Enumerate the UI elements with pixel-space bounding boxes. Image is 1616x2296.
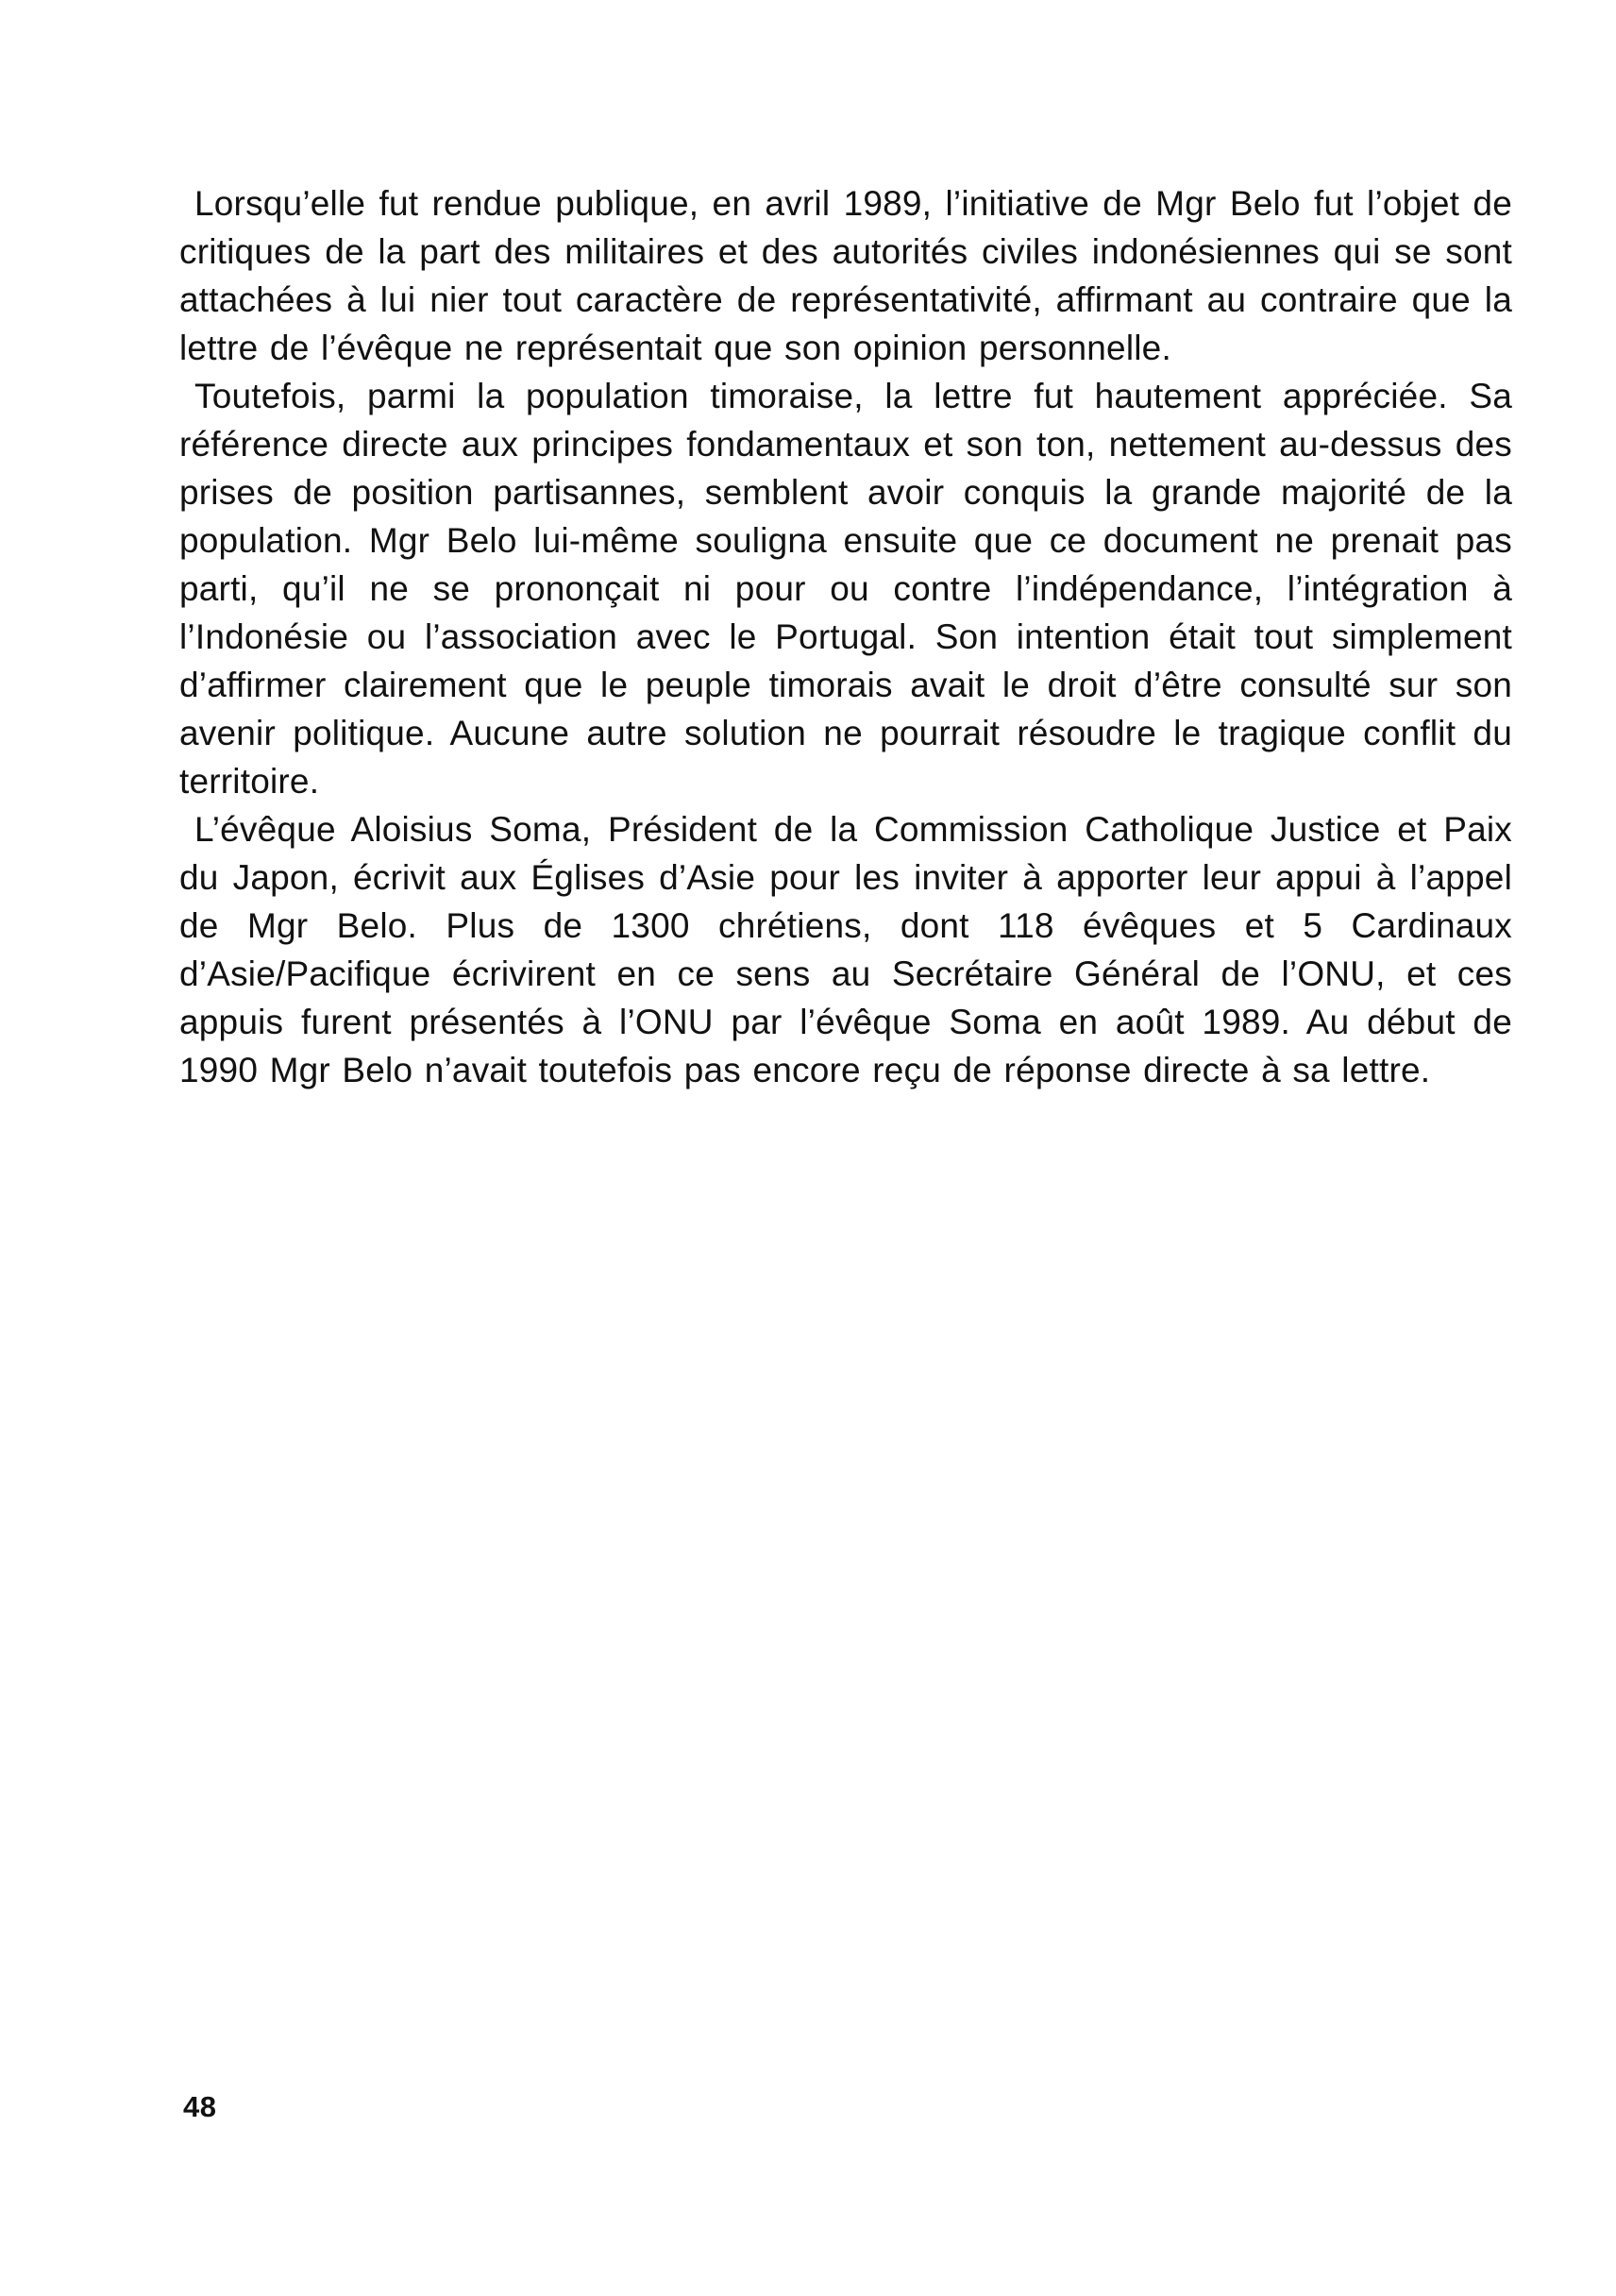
- paragraph-soma-support: L’évêque Aloisius Soma, Président de la Commission Catholique Justice et Paix du Japon, écrivit aux Églises d’Asie pour les inviter à apporter leur appui à l’appel de Mgr Belo. Plus de 1300 chrétiens, dont 118 évêques et 5 Cardinaux d’Asie/Pacifique écrivirent en ce sens au Secrétaire Général de l’ONU, et ces appuis furent présentés à l’ONU par l’évêque Soma en août 1989. Au début de 1990 Mgr Belo n’avait toutefois pas encore reçu de réponse directe à sa lettre.: [179, 810, 1512, 1089]
- paragraph-timorese-population: Toutefois, parmi la population timoraise, la lettre fut hautement appréciée. Sa référence directe aux principes fondamentaux et son ton, nettement au-dessus des prises de position partisannes, semblent avoir conquis la grande majorité de la population. Mgr Belo lui-même souligna ensuite que ce document ne prenait pas parti, qu’il ne se prononçait ni pour ou contre l’indépendance, l’intégration à l’Indonésie ou l’association avec le Portugal. Son intention était tout simplement d’affirmer clairement que le peuple timorais avait le droit d’être consulté sur son avenir politique. Aucune autre solution ne pourrait résoudre le tragique conflit du territoire.: [179, 377, 1512, 801]
- paragraph-public-reaction: Lorsqu’elle fut rendue publique, en avril 1989, l’initiative de Mgr Belo fut l’objet de critiques de la part des militaires et des autorités civiles indonésiennes qui se sont attachées à lui nier tout caractère de représentativité, affirmant au contraire que la lettre de l’évêque ne représentait que son opinion personnelle.: [179, 184, 1512, 367]
- body-text: [179, 179, 1512, 1094]
- page-number: 48: [183, 2090, 217, 2123]
